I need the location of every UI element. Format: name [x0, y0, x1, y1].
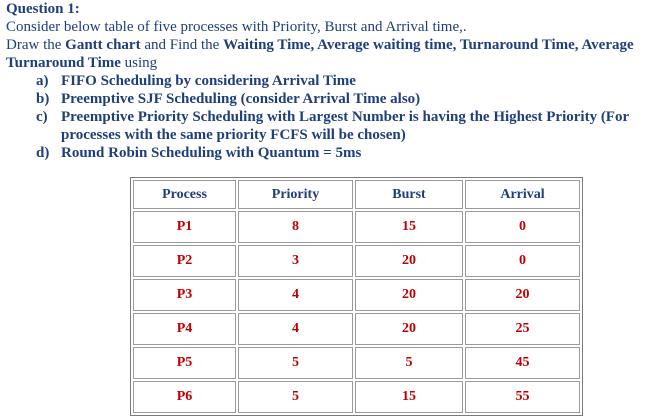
table-row — [133, 313, 580, 345]
cell-burst: 5 — [355, 347, 463, 379]
header-burst: Burst — [355, 180, 463, 209]
cell-arrival: 0 — [465, 211, 580, 243]
question-intro: Consider below table of five processes with Priority, Burst and Arrival time,. — [6, 19, 467, 35]
cell-arrival: 20 — [465, 279, 580, 311]
cell-burst: 20 — [355, 245, 463, 277]
cell-priority: 3 — [238, 245, 353, 277]
task-text-1: Draw the — [6, 37, 66, 53]
process-table-wrapper — [130, 177, 583, 416]
list-item — [36, 144, 646, 162]
cell-priority: 4 — [238, 279, 353, 311]
list-marker: b) — [36, 91, 50, 107]
scheduling-list — [6, 72, 646, 162]
cell-priority: 5 — [238, 381, 353, 413]
header-priority: Priority — [238, 180, 353, 209]
cell-process: P4 — [133, 313, 236, 345]
table-header-row — [133, 180, 580, 209]
cell-arrival: 0 — [465, 245, 580, 277]
cell-process: P1 — [133, 211, 236, 243]
cell-priority: 4 — [238, 313, 353, 345]
list-item — [36, 108, 646, 144]
cell-priority: 8 — [238, 211, 353, 243]
task-bold-metrics: Waiting Time, Average waiting time, Turnaround Time, Average Turnaround Time — [6, 37, 634, 71]
table-row — [133, 245, 580, 277]
task-text-2: and Find the — [140, 37, 224, 53]
list-item — [36, 90, 646, 108]
cell-burst: 15 — [355, 211, 463, 243]
table-row — [133, 347, 580, 379]
task-text-3: using — [120, 55, 158, 71]
list-marker: c) — [36, 109, 48, 125]
cell-arrival: 25 — [465, 313, 580, 345]
table-row — [133, 381, 580, 413]
task-bold-gantt: Gantt chart — [65, 37, 141, 53]
table-row — [133, 279, 580, 311]
process-table — [130, 177, 583, 416]
cell-arrival: 45 — [465, 347, 580, 379]
list-text: FIFO Scheduling by considering Arrival Time — [61, 73, 356, 89]
header-process: Process — [133, 180, 236, 209]
question-title: Question 1: — [6, 1, 80, 17]
cell-process: P6 — [133, 381, 236, 413]
list-text: Round Robin Scheduling with Quantum = 5ms — [61, 145, 362, 161]
table-row — [133, 211, 580, 243]
list-text: Preemptive Priority Scheduling with Largest Number is having the Highest Priority (For processes with the same priority FCFS will be chosen) — [61, 109, 629, 143]
cell-process: P3 — [133, 279, 236, 311]
list-marker: d) — [36, 145, 50, 161]
cell-burst: 20 — [355, 279, 463, 311]
cell-process: P2 — [133, 245, 236, 277]
question-task — [6, 36, 646, 72]
header-arrival: Arrival — [465, 180, 580, 209]
list-marker: a) — [36, 73, 49, 89]
document-page — [6, 0, 646, 162]
cell-arrival: 55 — [465, 381, 580, 413]
cell-priority: 5 — [238, 347, 353, 379]
list-text: Preemptive SJF Scheduling (consider Arrival Time also) — [61, 91, 421, 107]
cell-burst: 20 — [355, 313, 463, 345]
cell-burst: 15 — [355, 381, 463, 413]
cell-process: P5 — [133, 347, 236, 379]
list-item — [36, 72, 646, 90]
